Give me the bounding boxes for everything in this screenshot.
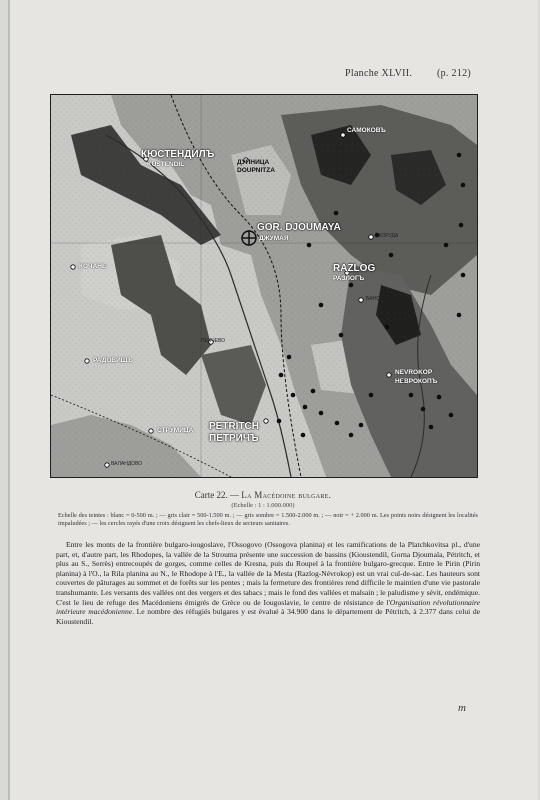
map-label-nevrokop-cyr: НЕВРОКОПЪ bbox=[395, 378, 438, 385]
map-legend: Echelle des teintes : blanc = 0-500 m. ; — gris clair = 500-1.500 m. ; — gris sombre = 1.500-2.000 m. ; — noir = + 2.000 m. Les points noirs désignent les localités impaludées ; — les cercles rayés d'une croix désignent les chefs-lieux de secteurs sanitaires. bbox=[58, 512, 478, 527]
map-label-kustendil-lat: KUSTENDIL bbox=[147, 161, 185, 168]
map-label-petritch: PETRITCH bbox=[209, 421, 259, 432]
map-label-pehcevo: ПЕХЧЕВО bbox=[201, 338, 225, 344]
caption-title: La Macédoine bulgare. bbox=[241, 490, 332, 500]
map-label-yakoruda: ЯКОРУДА bbox=[375, 233, 399, 239]
plate-header bbox=[345, 68, 495, 79]
map-label-razlog: RAZLOG bbox=[333, 263, 376, 274]
map-label-gorna-djoumaya: GOR. DJOUMAYA bbox=[257, 222, 341, 233]
map-label-dubnitza: ДУПНИЦА bbox=[237, 159, 270, 166]
plate-number: Planche XLVII. bbox=[345, 68, 413, 79]
caption-prefix: Carte 22. — bbox=[194, 490, 242, 500]
map-terrain bbox=[51, 95, 477, 477]
page-reference: (p. 212) bbox=[437, 68, 472, 79]
signature-mark: m bbox=[458, 702, 466, 714]
relief-map bbox=[50, 94, 478, 478]
map-label-djoumaya-cyr: ДЖУМАЯ bbox=[259, 235, 289, 242]
map-label-samokov: САМОКОВЪ bbox=[347, 127, 386, 134]
body-paragraph-end: . Le nombre des réfugiés bulgares y est évalué à 34.900 dans le département de Pétritch, à 2.377 dans celui de Kioustendil. bbox=[56, 607, 481, 626]
body-paragraph-italic: Organisation révolutionnaire intérieure macédonienne bbox=[56, 597, 480, 617]
body-text bbox=[56, 540, 480, 626]
map-label-nevrokop: NEVROKOP bbox=[395, 369, 433, 376]
map-label-kochane: КОЧАНЕ bbox=[79, 263, 107, 270]
sector-marker-djoumaya bbox=[242, 231, 256, 245]
map-label-strumica: СТРУМИЦА bbox=[157, 427, 194, 434]
map-label-bansko: БАНСКО bbox=[366, 296, 387, 302]
map-label-razlog-cyr: РАЗЛОГЪ bbox=[333, 275, 365, 282]
map-scale: (Echelle : 1 : 1.000.000) bbox=[231, 502, 295, 509]
map-label-dubnitza-lat: DOUPNITZA bbox=[237, 167, 275, 174]
map-label-petritch-cyr: ПЕТРИЧЪ bbox=[209, 433, 259, 444]
map-label-valandovo: ВАЛАНДОВО bbox=[111, 461, 143, 467]
book-page bbox=[8, 0, 538, 800]
map-label-radovich: РАДОВИШЪ bbox=[93, 357, 133, 364]
body-paragraph-start: Entre les monts de la frontière bulgaro-iougoslave, l'Ossogovo (Ossogova planina) et les ramifications de la Platchkovitsa pl., d'une part, et, d'autre part, les Rhodopes, la vallée de la Strouma présente une succession de bassins (Kioustendil, Gorna Djoumaïa, Pétritch, et plus au S., Serrès) entrecoupés de gorges, comme celles de Kresna, puis du Roupel à la frontière bulgaro-grecque. Entre le Pirin (Pirin planina) à l'O., la Rila planina au N., le Rhodope à l'E., la vallée de la Mesta (Razlog-Névrokop) est un vrai cul-de-sac. Les hauteurs sont couvertes de pâturages au sommet et de forêts sur les pentes ; mais la fermeture des frontières rend difficile le maintien d'une vie pastorale transhumante. Les versants des vallées ont des vergers et des tabacs ; mais le fond des vallées et malsain ; le paludisme y sévit, endémique. C'est le lieu de refuge des Macédoniens émigrés de Grèce ou de Iougoslavie, le centre de résistance de l' bbox=[56, 540, 480, 607]
map-label-kustendil-cyr: КЮСТЕНДИЛЪ bbox=[141, 149, 215, 160]
body-paragraph bbox=[56, 540, 480, 626]
map-caption bbox=[50, 490, 476, 500]
